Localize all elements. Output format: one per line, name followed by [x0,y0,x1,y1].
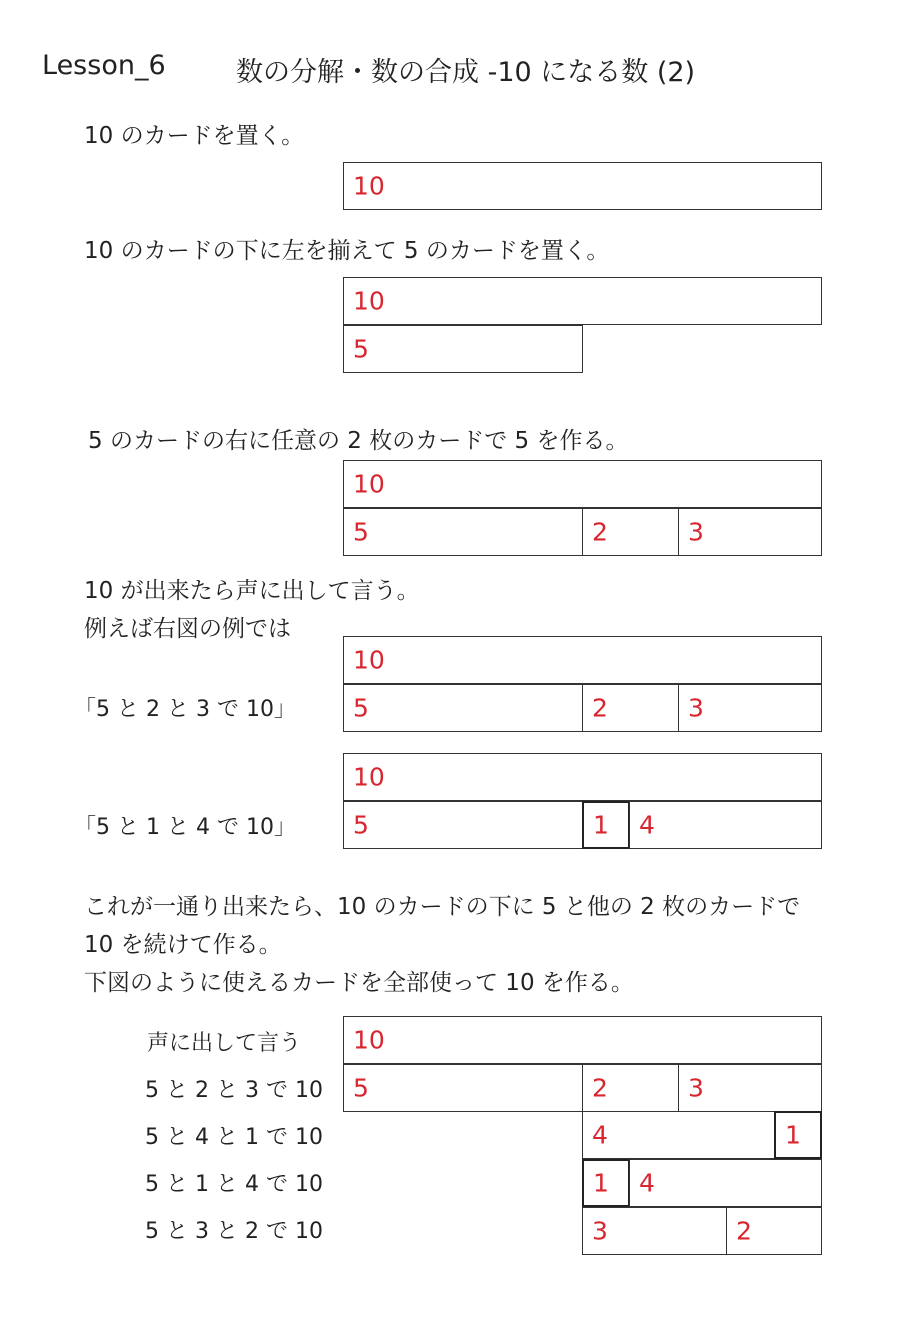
card-value: 1 [593,810,609,840]
card-value: 4 [639,1168,655,1198]
card-5 [343,801,583,849]
card-value: 2 [592,517,608,547]
card-value: 5 [353,517,369,547]
card-2 [726,1207,822,1255]
card-value: 10 [353,171,385,201]
card-10 [343,460,822,508]
step-3-text: 5 のカードの右に任意の 2 枚のカードで 5 を作る。 [88,428,629,454]
card-value: 3 [688,693,704,723]
card-value: 3 [688,1073,704,1103]
card-value: 3 [592,1216,608,1246]
card-4 [582,1111,775,1159]
step-1-text: 10 のカードを置く。 [84,123,305,149]
card-value: 5 [353,334,369,364]
card-10 [343,162,822,210]
say-aloud-label: 声に出して言う [147,1031,302,1056]
card-value: 3 [688,517,704,547]
card-value: 5 [353,810,369,840]
card-5 [343,325,583,373]
page-title: 数の分解・数の合成 -10 になる数 (2) [236,57,696,88]
card-2 [582,508,679,556]
card-value: 4 [592,1120,608,1150]
card-3 [678,1064,822,1112]
card-value: 2 [592,693,608,723]
card-value: 10 [353,1025,385,1055]
combination-label: 5 と 3 と 2 で 10 [145,1219,323,1244]
card-5 [343,1064,583,1112]
lesson-label: Lesson_6 [42,50,166,81]
saying-example-1: 「5 と 2 と 3 で 10」 [74,697,296,722]
card-1 [582,1159,630,1207]
card-value: 1 [593,1168,609,1198]
step-4-text: 10 が出来たら声に出して言う。 [84,578,420,604]
combination-label: 5 と 4 と 1 で 10 [145,1125,323,1150]
card-10 [343,1016,822,1064]
saying-example-2: 「5 と 1 と 4 で 10」 [74,815,296,840]
card-5 [343,684,583,732]
card-value: 2 [592,1073,608,1103]
card-10 [343,636,822,684]
card-value: 5 [353,693,369,723]
combination-label: 5 と 1 と 4 で 10 [145,1172,323,1197]
step-5-text-line-1: これが一通り出来たら、10 のカードの下に 5 と他の 2 枚のカードで [84,894,801,920]
card-4 [629,801,822,849]
card-10 [343,277,822,325]
step-4-example-text: 例えば右図の例では [84,616,291,642]
card-value: 1 [785,1120,801,1150]
card-1 [774,1111,822,1159]
card-10 [343,753,822,801]
card-2 [582,1064,679,1112]
card-value: 2 [736,1216,752,1246]
card-value: 4 [639,810,655,840]
card-3 [678,684,822,732]
card-3 [678,508,822,556]
card-value: 5 [353,1073,369,1103]
step-5-text-line-2: 10 を続けて作る。 [84,932,282,958]
card-value: 10 [353,762,385,792]
step-2-text: 10 のカードの下に左を揃えて 5 のカードを置く。 [84,238,610,264]
card-value: 10 [353,645,385,675]
card-4 [629,1159,822,1207]
combination-label: 5 と 2 と 3 で 10 [145,1078,323,1103]
card-5 [343,508,583,556]
card-2 [582,684,679,732]
card-1 [582,801,630,849]
card-value: 10 [353,286,385,316]
card-3 [582,1207,727,1255]
card-value: 10 [353,469,385,499]
step-5-text-line-3: 下図のように使えるカードを全部使って 10 を作る。 [84,970,634,996]
